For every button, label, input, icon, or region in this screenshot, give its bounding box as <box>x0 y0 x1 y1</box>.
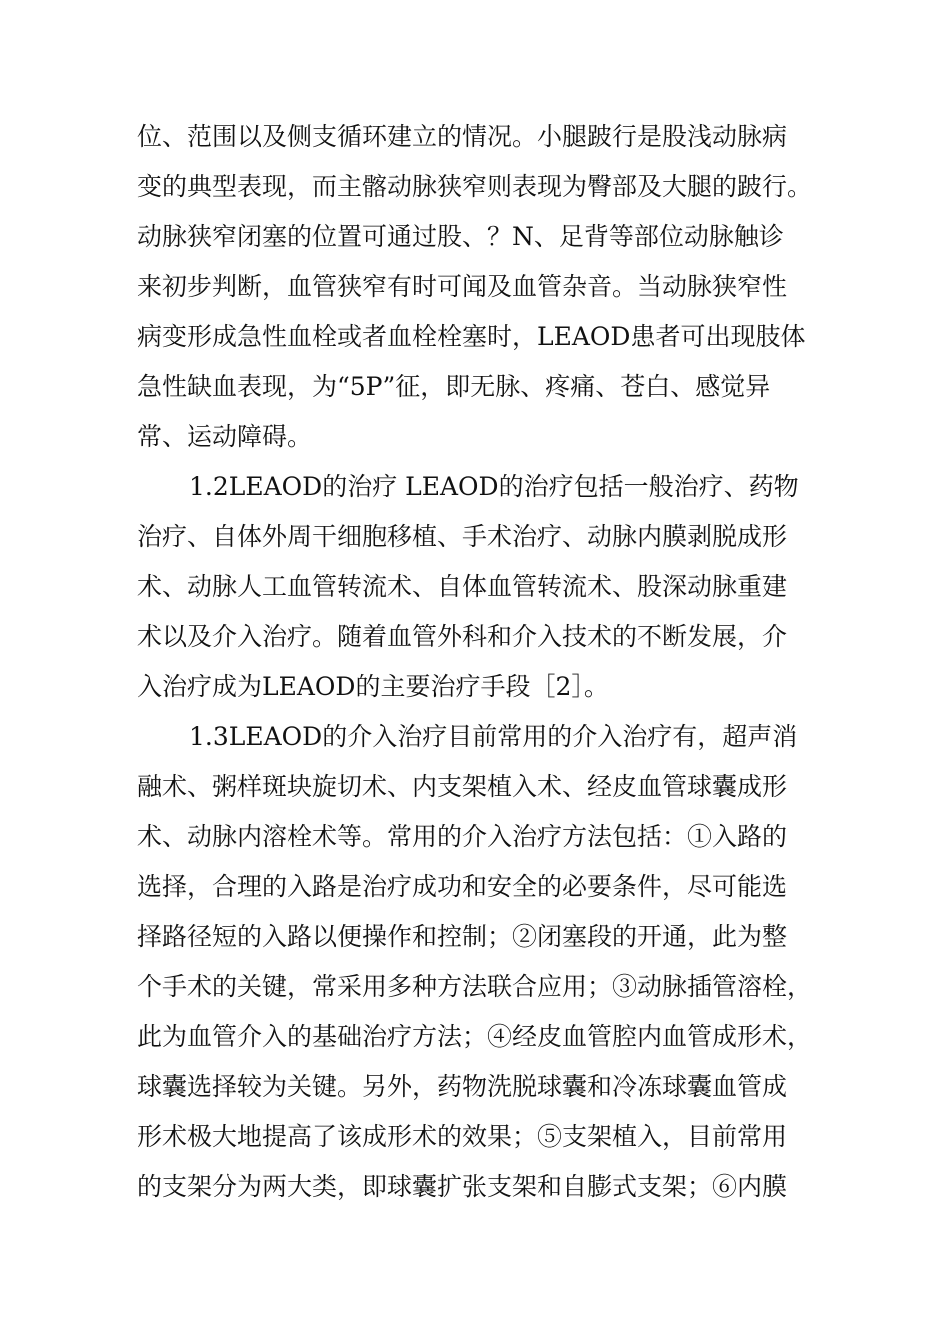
text-line: 1.3LEAOD的介入治疗目前常用的介入治疗有，超声消 <box>189 722 798 751</box>
text-line: 的支架分为两大类，即球囊扩张支架和自膨式支架；⑥内膜 <box>137 1172 788 1201</box>
text-line: 治疗、自体外周干细胞移植、手术治疗、动脉内膜剥脱成形 <box>137 522 788 551</box>
paragraph-treatment <box>137 462 827 712</box>
text-line: 术、动脉内溶栓术等。常用的介入治疗方法包括：①入路的 <box>137 822 788 851</box>
paragraph-symptoms <box>137 112 827 462</box>
text-line: 形术极大地提高了该成形术的效果；⑤支架植入，目前常用 <box>137 1122 788 1151</box>
text-line: 位、范围以及侧支循环建立的情况。小腿跛行是股浅动脉病 <box>137 122 788 151</box>
text-line: 急性缺血表现，为“5P”征，即无脉、疼痛、苍白、感觉异 <box>137 372 771 401</box>
text-line: 变的典型表现，而主髂动脉狭窄则表现为臀部及大腿的跛行。 <box>137 172 813 201</box>
text-line: 入治疗成为LEAOD的主要治疗手段［2］。 <box>137 672 609 701</box>
text-line: 选择，合理的入路是治疗成功和安全的必要条件，尽可能选 <box>137 872 788 901</box>
paragraph-interventional-treatment <box>137 712 827 1212</box>
text-line: 此为血管介入的基础治疗方法；④经皮血管腔内血管成形术， <box>137 1022 813 1051</box>
text-line: 1.2LEAOD的治疗 LEAOD的治疗包括一般治疗、药物 <box>189 472 799 501</box>
text-line: 融术、粥样斑块旋切术、内支架植入术、经皮血管球囊成形 <box>137 772 788 801</box>
text-line: 术、动脉人工血管转流术、自体血管转流术、股深动脉重建 <box>137 572 788 601</box>
text-line: 球囊选择较为关键。另外，药物洗脱球囊和冷冻球囊血管成 <box>137 1072 788 1101</box>
text-line: 病变形成急性血栓或者血栓栓塞时，LEAOD患者可出现肢体 <box>137 322 806 351</box>
text-line: 择路径短的入路以便操作和控制；②闭塞段的开通，此为整 <box>137 922 788 951</box>
text-line: 术以及介入治疗。随着血管外科和介入技术的不断发展，介 <box>137 622 788 651</box>
document-body <box>137 112 827 1212</box>
text-line: 个手术的关键，常采用多种方法联合应用；③动脉插管溶栓， <box>137 972 813 1001</box>
text-line: 来初步判断，血管狭窄有时可闻及血管杂音。当动脉狭窄性 <box>137 272 788 301</box>
text-line: 常、运动障碍。 <box>137 422 313 451</box>
text-line: 动脉狭窄闭塞的位置可通过股、？N、足背等部位动脉触诊 <box>137 222 784 251</box>
